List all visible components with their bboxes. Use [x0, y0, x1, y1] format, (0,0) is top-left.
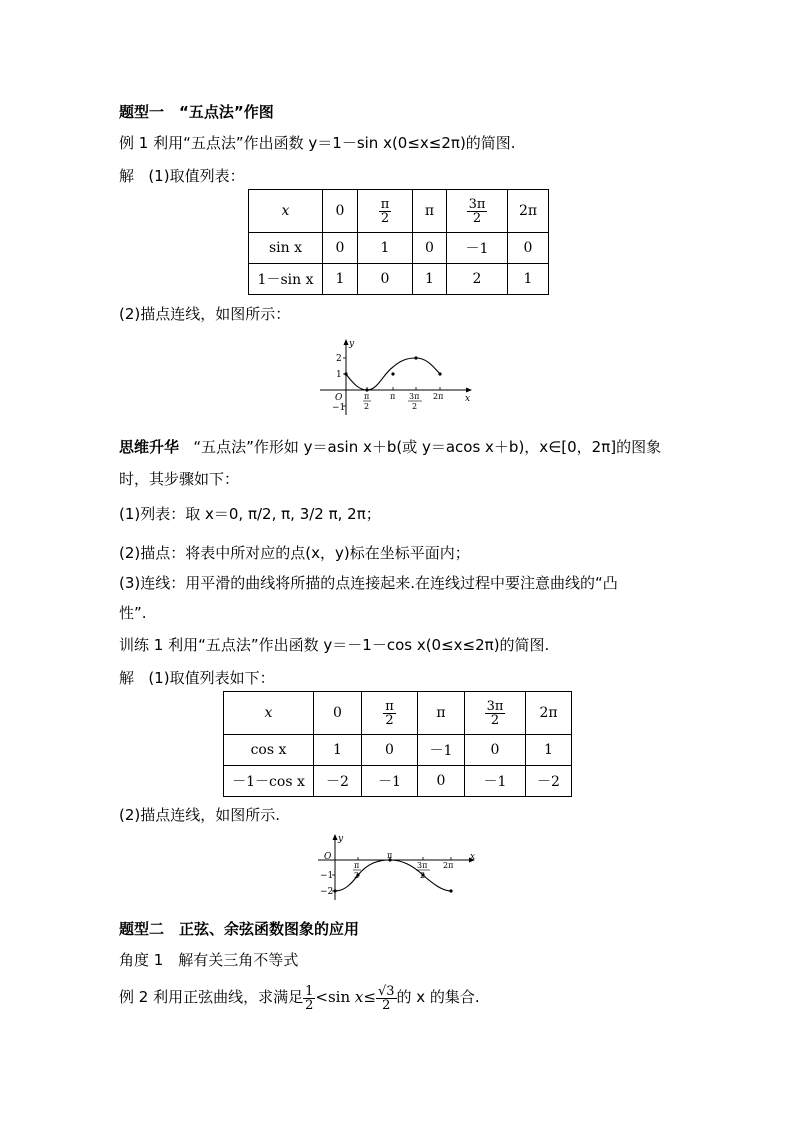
solution-step-1: (1)取值列表如下： [148, 669, 275, 687]
example-2-statement [119, 982, 480, 1014]
table-cell: x [249, 190, 323, 233]
training-1-step-2: (2)描点连线，如图所示. [119, 806, 281, 824]
thinking-line-1 [119, 437, 661, 457]
x-tick-label: 2 [354, 871, 360, 880]
example-2-pre: 利用正弦曲线，求满足 [153, 988, 304, 1006]
table-cell: 0 [465, 735, 526, 766]
table-cell: 0 [323, 190, 358, 233]
x-tick-label: 3π [409, 392, 420, 401]
example-1-label: 例 1 [119, 134, 149, 152]
graph-2 [310, 832, 485, 904]
x-axis-arrow [466, 388, 472, 393]
training-1-label: 训练 1 [119, 636, 164, 654]
thinking-item-1: (1)列表：取 x＝0, π/2, π, 3/2 π, 2π； [119, 505, 381, 523]
table-cell: 0 [358, 264, 413, 295]
table-cell: x [224, 692, 314, 735]
table-cell: 2π [526, 692, 572, 735]
training-1-statement [119, 635, 549, 655]
training-1-text: 利用“五点法”作出函数 y＝－1－cos x(0≤x≤2π)的简图. [168, 636, 550, 654]
table-cell: －1－cos x [224, 766, 314, 797]
point [449, 889, 452, 892]
table-row [224, 766, 572, 797]
table-cell: 2π [508, 190, 549, 233]
x-tick-label: 2π [443, 861, 454, 870]
x-tick-label: 2 [420, 871, 426, 880]
y-axis-arrow [333, 834, 338, 840]
y-tick-label: 1 [336, 370, 342, 380]
x-tick-label: 2π [433, 392, 444, 401]
table-cell: 0 [413, 233, 447, 264]
thinking-text-1: “五点法”作形如 y＝asin x＋b(或 y＝acos x＋b)，x∈[0，2π]的图象 [193, 438, 662, 456]
training-1-solution [119, 668, 275, 688]
thinking-label: 思维升华 [119, 438, 180, 456]
value-table-2 [223, 691, 572, 797]
section-title-1: 题型一 “五点法”作图 [119, 103, 274, 121]
x-tick-label: 2 [364, 402, 370, 411]
table-cell: 2 [447, 264, 508, 295]
table-cell: 1 [413, 264, 447, 295]
table-cell: 1 [358, 233, 413, 264]
point [344, 372, 347, 375]
x-tick-label: π [354, 861, 360, 870]
point [333, 889, 336, 892]
example-1-step-2: (2)描点连线，如图所示： [119, 305, 291, 323]
point [414, 356, 417, 359]
table-cell: sin x [249, 233, 323, 264]
table-cell: 0 [362, 735, 418, 766]
example-1-text: 利用“五点法”作出函数 y＝1－sin x(0≤x≤2π)的简图. [153, 134, 516, 152]
thinking-item-2: (2)描点：将表中所对应的点(x，y)标在坐标平面内； [119, 544, 470, 562]
table-cell: 0 [418, 766, 465, 797]
y-tick-label: −1 [320, 871, 334, 881]
table-cell: －2 [526, 766, 572, 797]
table-row [249, 233, 549, 264]
x-tick-label: π [364, 392, 370, 401]
x-tick-label: π [390, 392, 396, 401]
thinking-item-3b: 性”. [119, 604, 147, 622]
solution-label: 解 [119, 167, 135, 185]
inequality-expression: $\frac{1}{2}$ <sin x≤ $\frac{√3}{2}$ [305, 983, 395, 1013]
point [438, 372, 441, 375]
y-axis-arrow [344, 339, 349, 345]
angle-1-title: 角度 1 解有关三角不等式 [119, 951, 299, 969]
example-1-statement [119, 133, 516, 153]
table-cell: 1 [508, 264, 549, 295]
table-cell: －1 [465, 766, 526, 797]
table-cell: $\frac{\pi}{2}$ [358, 190, 413, 233]
table-cell: －1 [418, 735, 465, 766]
table-cell: 0 [508, 233, 549, 264]
table-cell: $\frac{3\pi}{2}$ [465, 692, 526, 735]
table-cell: π [413, 190, 447, 233]
table-cell: cos x [224, 735, 314, 766]
curve-2 [335, 860, 454, 891]
table-cell: －1 [447, 233, 508, 264]
y-tick-label: −1 [332, 403, 346, 413]
table-cell: $\frac{\pi}{2}$ [362, 692, 418, 735]
origin-label: O [324, 852, 332, 862]
example-1-solution [119, 166, 245, 186]
table-cell: －2 [314, 766, 362, 797]
example-2-label: 例 2 [119, 988, 149, 1006]
table-row [249, 264, 549, 295]
origin-label: O [335, 393, 343, 403]
solution-step-1: (1)取值列表： [148, 167, 245, 185]
table-row [249, 190, 549, 233]
table-cell: 1 [314, 735, 362, 766]
x-tick-label: π [387, 851, 393, 860]
section-title-2: 题型二 正弦、余弦函数图象的应用 [119, 920, 360, 938]
point [391, 372, 394, 375]
thinking-line-2: 时，其步骤如下： [119, 470, 240, 488]
value-table-1 [248, 189, 549, 295]
y-tick-label: 2 [336, 354, 342, 364]
table-cell: 1 [526, 735, 572, 766]
solution-label: 解 [119, 669, 135, 687]
y-axis-label: y [338, 834, 344, 844]
table-cell: $\frac{3\pi}{2}$ [447, 190, 508, 233]
x-tick-label: 3π [417, 861, 428, 870]
y-tick-label: −2 [320, 887, 334, 897]
table-cell: 0 [314, 692, 362, 735]
table-row [224, 735, 572, 766]
table-cell: 0 [323, 233, 358, 264]
x-axis-label: x [465, 394, 471, 404]
table-row [224, 692, 572, 735]
graph-1 [310, 335, 480, 420]
x-axis-label: x [470, 852, 476, 862]
thinking-item-3a: (3)连线：用平滑的曲线将所描的点连接起来.在连线过程中要注意曲线的“凸 [119, 574, 618, 592]
x-tick-label: 2 [412, 402, 418, 411]
table-cell: 1－sin x [249, 264, 323, 295]
example-2-post: 的 x 的集合. [396, 988, 480, 1006]
table-cell: 1 [323, 264, 358, 295]
table-cell: －1 [362, 766, 418, 797]
table-cell: π [418, 692, 465, 735]
y-axis-label: y [349, 339, 355, 349]
